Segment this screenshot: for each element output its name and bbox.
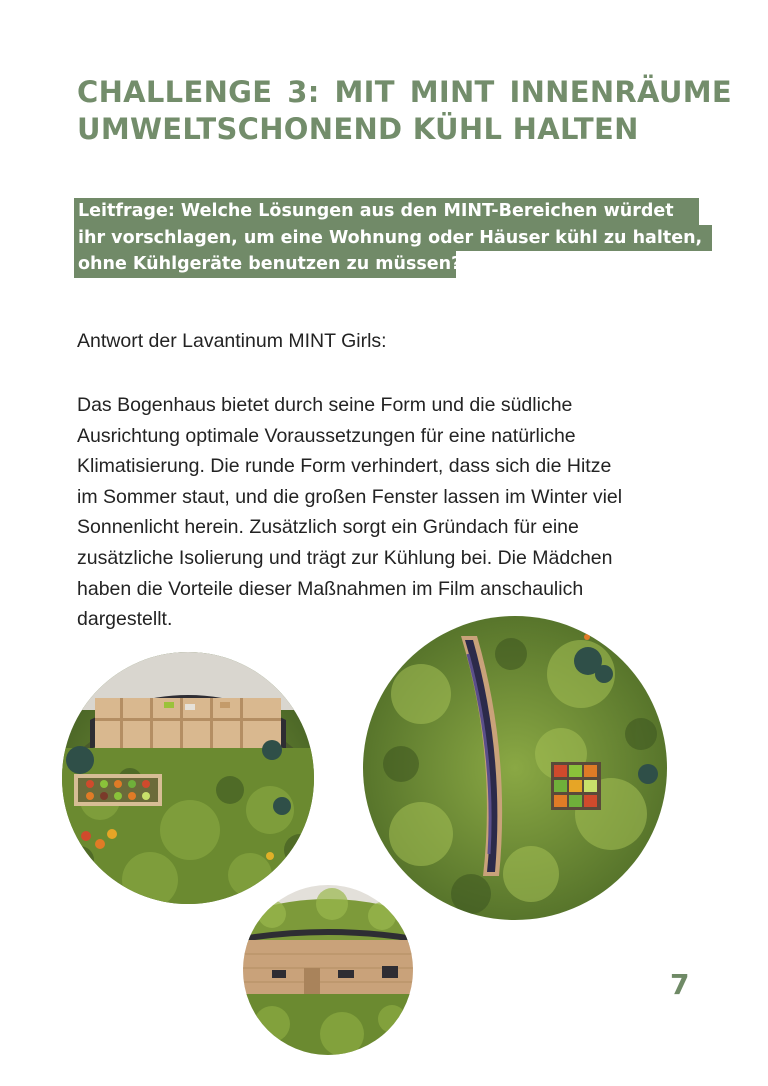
- model-photo-side: [242, 884, 414, 1056]
- paragraph-line: dargestellt.: [77, 608, 173, 631]
- paragraph-line: zusätzliche Isolierung und trägt zur Kühlung bei. Die Mädchen: [77, 546, 613, 569]
- paragraph-line: haben die Vorteile dieser Maßnahmen im Film anschaulich: [77, 577, 584, 600]
- model-photo-top: [361, 614, 669, 922]
- paragraph-line: Das Bogenhaus bietet durch seine Form und die südliche: [77, 394, 573, 416]
- paragraph-line: Ausrichtung optimale Voraussetzungen für eine natürliche: [77, 424, 576, 447]
- guiding-question: [74, 198, 712, 278]
- title-line-2: UMWELTSCHONEND KÜHL HALTEN: [77, 112, 639, 146]
- page-number: 7: [670, 968, 690, 1001]
- guiding-question-line: ohne Kühlgeräte benutzen zu müssen?: [74, 251, 456, 278]
- paragraph-line: im Sommer staut, und die großen Fenster lassen im Winter viel: [77, 485, 623, 508]
- page-title: [77, 74, 732, 148]
- paragraph-line: Sonnenlicht herein. Zusätzlich sorgt ein Gründach für eine: [77, 516, 579, 539]
- guiding-question-line: ihr vorschlagen, um eine Wohnung oder Häuser kühl zu halten,: [74, 225, 712, 252]
- title-line-1: CHALLENGE 3: MIT MINT INNENRÄUME: [77, 75, 732, 109]
- paragraph-line: Klimatisierung. Die runde Form verhindert, dass sich die Hitze: [77, 455, 612, 478]
- answer-paragraph: [77, 390, 622, 635]
- guiding-question-line: Leitfrage: Welche Lösungen aus den MINT-Bereichen würdet: [74, 198, 699, 225]
- model-photo-front: [60, 650, 316, 906]
- answer-label: Antwort der Lavantinum MINT Girls:: [77, 330, 387, 352]
